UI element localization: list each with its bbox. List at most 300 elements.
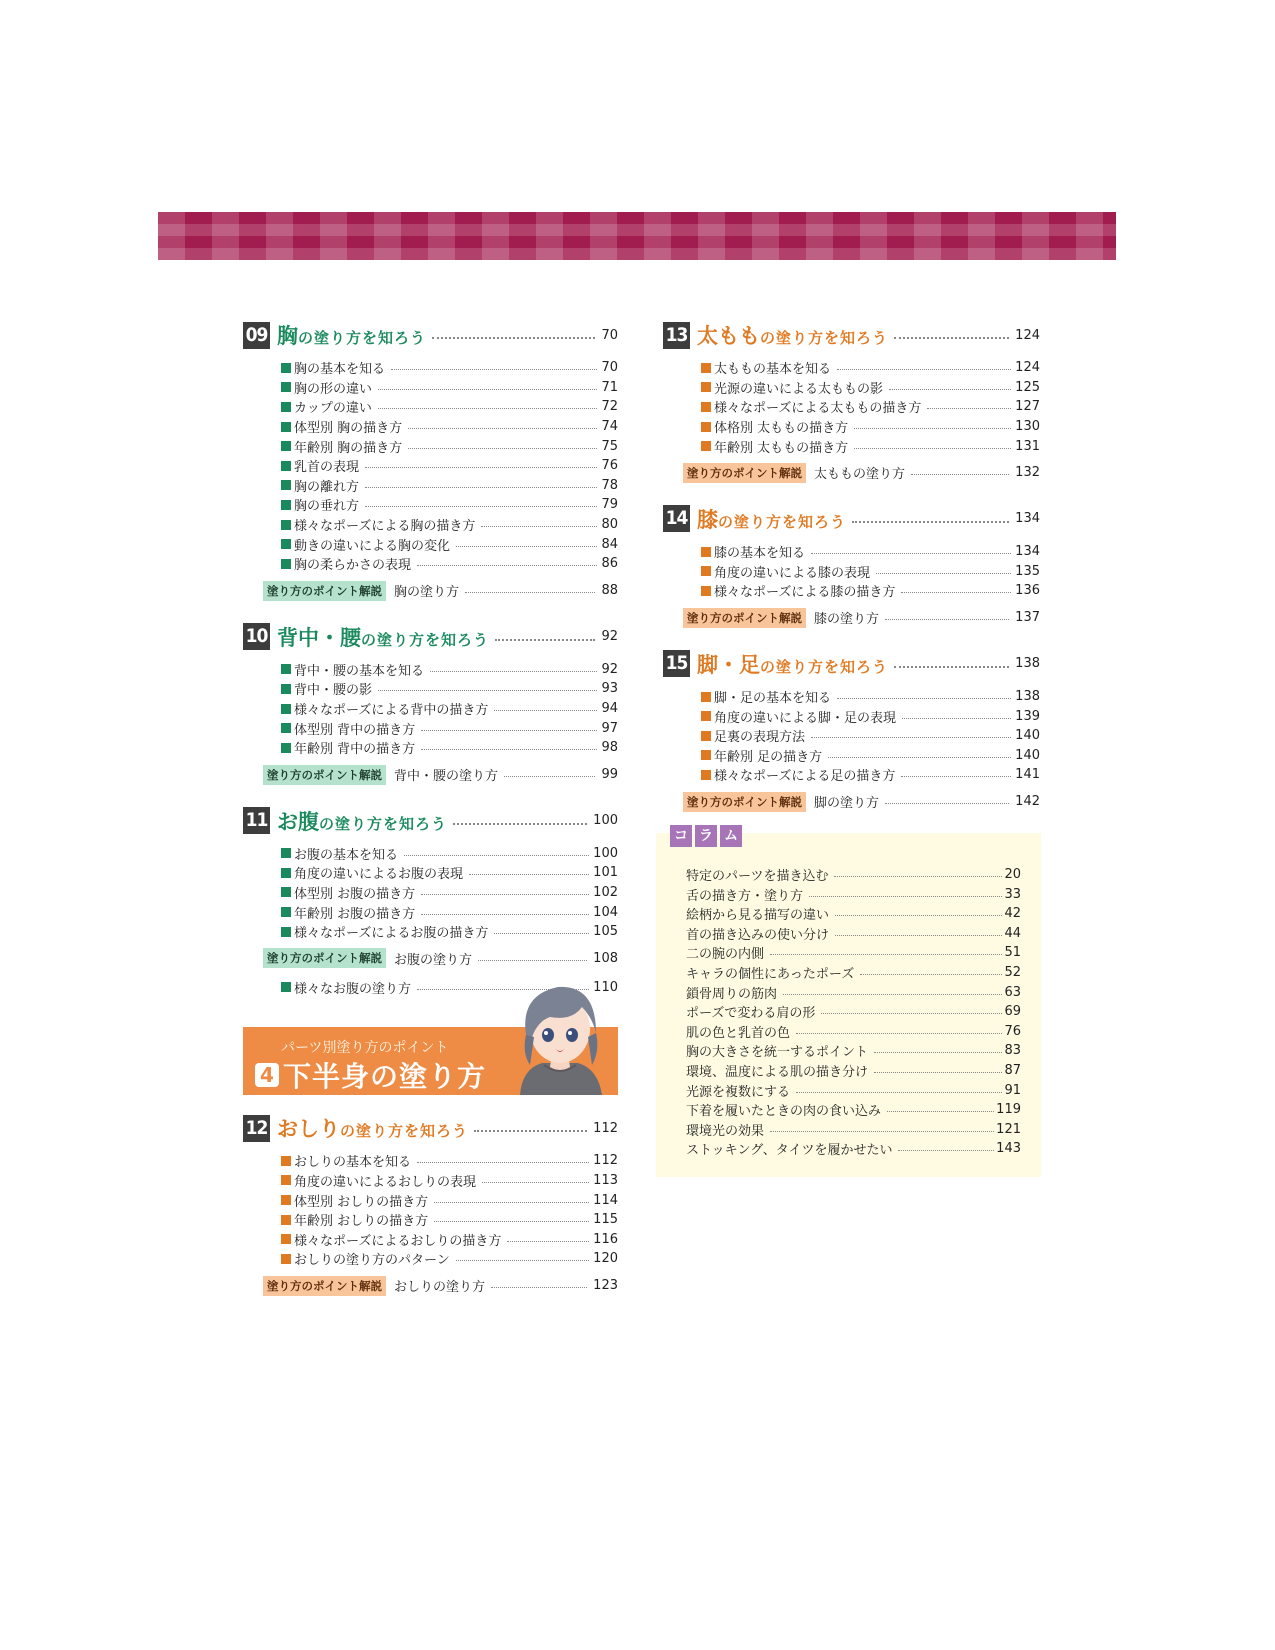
section-subtitle: パーツ別塗り方のポイント — [281, 1040, 449, 1057]
dot-leader — [408, 428, 597, 429]
dot-leader — [927, 408, 1011, 409]
square-bullet-icon — [281, 539, 291, 549]
toc-item-page: 140 — [1015, 747, 1040, 763]
column-item — [686, 1100, 1021, 1120]
square-bullet-icon — [281, 559, 291, 569]
column-item — [686, 1139, 1021, 1159]
toc-item-page: 135 — [1015, 563, 1040, 579]
dot-leader — [481, 526, 597, 527]
toc-item-title: 様々なポーズによる背中の描き方 — [294, 703, 489, 719]
dot-leader — [901, 776, 1011, 777]
header-checkered-banner — [158, 212, 1116, 260]
toc-item-page: 114 — [593, 1192, 618, 1208]
column-label-char: コ — [670, 825, 692, 847]
painting-point-badge: 塗り方のポイント解説 — [263, 581, 386, 601]
dot-leader — [783, 994, 1002, 995]
toc-column-left — [243, 320, 618, 1317]
square-bullet-icon — [281, 1156, 291, 1166]
column-item-page: 87 — [1004, 1062, 1021, 1078]
square-bullet-icon — [701, 711, 711, 721]
column-item — [686, 982, 1021, 1002]
column-item-title: ポーズで変わる肩の形 — [686, 1006, 816, 1022]
toc-item-page: 102 — [593, 884, 618, 900]
dot-leader — [885, 803, 1009, 804]
toc-item — [281, 660, 618, 680]
column-item-page: 52 — [1004, 964, 1021, 980]
toc-item-title: 膝の基本を知る — [714, 546, 806, 562]
chapter-title — [277, 320, 426, 350]
column-item — [686, 1021, 1021, 1041]
chapter-title-main: お腹 — [277, 809, 319, 834]
toc-item-title: 光源の違いによる太ももの影 — [714, 381, 884, 397]
chapter-number: 10 — [243, 623, 270, 650]
toc-item-title: 様々なポーズによるおしりの描き方 — [294, 1233, 502, 1249]
toc-item-title: おしりの基本を知る — [294, 1155, 412, 1171]
chapter-title-suffix: の塗り方を知ろう — [319, 814, 448, 833]
dot-leader — [378, 690, 597, 691]
dot-leader — [811, 737, 1011, 738]
column-item-page: 83 — [1004, 1043, 1021, 1059]
toc-item-page: 92 — [601, 661, 618, 677]
painting-point-page: 99 — [601, 767, 618, 782]
toc-item-title: 様々なポーズによる足の描き方 — [714, 769, 896, 785]
dot-leader — [874, 1052, 1002, 1053]
column-item-title: 首の描き込みの使い分け — [686, 927, 830, 943]
dot-leader — [835, 935, 1002, 936]
dot-leader — [378, 408, 598, 409]
left-chapter-list-after-section — [243, 1113, 618, 1297]
toc-item-title: 角度の違いによるおしりの表現 — [294, 1174, 477, 1190]
anime-girl-illustration — [512, 977, 608, 1095]
toc-item-page: 97 — [601, 720, 618, 736]
section-number: 4 — [255, 1063, 279, 1087]
chapter-title — [277, 1113, 468, 1143]
column-item-page: 20 — [1004, 867, 1021, 883]
toc-item-page: 84 — [601, 536, 618, 552]
toc-item-page: 141 — [1015, 767, 1040, 783]
toc-item-list — [243, 844, 618, 942]
painting-point-title: おしりの塗り方 — [394, 1280, 486, 1296]
dot-leader — [421, 749, 597, 750]
toc-item-page: 75 — [601, 438, 618, 454]
painting-point-title: 太ももの塗り方 — [814, 467, 906, 483]
column-box — [656, 827, 1041, 1177]
painting-point-title: 膝の塗り方 — [814, 612, 880, 628]
chapter-heading — [243, 806, 618, 836]
toc-item-page: 139 — [1015, 708, 1040, 724]
column-item-page: 63 — [1004, 984, 1021, 1000]
painting-point-entry — [243, 1275, 618, 1297]
toc-item-list — [243, 1151, 618, 1269]
toc-item-page: 70 — [601, 360, 618, 376]
toc-item-title: 年齢別 おしりの描き方 — [294, 1214, 429, 1230]
dot-leader — [417, 565, 597, 566]
toc-item — [281, 515, 618, 535]
toc-item-title: 年齢別 背中の描き方 — [294, 742, 416, 758]
dot-leader — [809, 896, 1002, 897]
chapter-page-number: 138 — [1015, 656, 1040, 672]
toc-item-page: 138 — [1015, 689, 1040, 705]
square-bullet-icon — [281, 402, 291, 412]
toc-item-page: 115 — [593, 1212, 618, 1228]
dot-leader — [889, 389, 1011, 390]
dot-leader — [495, 639, 595, 641]
column-item — [686, 904, 1021, 924]
toc-item — [281, 1249, 618, 1269]
toc-item — [701, 562, 1040, 582]
dot-leader — [507, 1241, 589, 1242]
chapter-title-suffix: の塗り方を知ろう — [298, 329, 427, 347]
column-item — [686, 924, 1021, 944]
dot-leader — [432, 337, 595, 339]
dot-leader — [854, 448, 1011, 449]
dot-leader — [894, 666, 1009, 668]
toc-item-page: 113 — [593, 1172, 618, 1188]
toc-item-title: 胸の離れ方 — [294, 479, 360, 495]
toc-item-page: 136 — [1015, 583, 1040, 599]
chapter — [663, 504, 1040, 629]
toc-item — [701, 542, 1040, 562]
column-label-char: ラ — [695, 825, 717, 847]
chapter-title — [697, 504, 846, 534]
dot-leader — [408, 448, 597, 449]
dot-leader — [453, 823, 587, 825]
dot-leader — [494, 710, 597, 711]
toc-item — [281, 902, 618, 922]
chapter — [663, 649, 1040, 813]
painting-point-entry — [243, 580, 618, 602]
column-item-page: 91 — [1004, 1082, 1021, 1098]
toc-item-title: 足裏の表現方法 — [714, 730, 806, 746]
chapter-title-main: 胸 — [277, 324, 298, 348]
toc-item-title: 胸の柔らかさの表現 — [294, 558, 412, 574]
column-item-title: ストッキング、タイツを履かせたい — [686, 1143, 893, 1159]
toc-item-title: 角度の違いによる脚・足の表現 — [714, 710, 897, 726]
chapter — [663, 320, 1040, 484]
dot-leader — [391, 369, 597, 370]
square-bullet-icon — [701, 547, 711, 557]
toc-item-page: 124 — [1015, 360, 1040, 376]
chapter-heading — [243, 622, 618, 652]
chapter-title — [277, 806, 447, 836]
section-title: 下半身の塗り方 — [283, 1060, 487, 1094]
toc-item — [281, 495, 618, 515]
toc-item-title: 年齢別 足の描き方 — [714, 749, 823, 765]
toc-item-title: おしりの塗り方のパターン — [294, 1253, 450, 1269]
column-item — [686, 1080, 1021, 1100]
chapter-number: 14 — [663, 505, 690, 532]
toc-item-page: 72 — [601, 399, 618, 415]
chapter-heading — [663, 504, 1040, 534]
toc-item-page: 71 — [601, 379, 618, 395]
toc-item — [281, 1171, 618, 1191]
square-bullet-icon — [281, 1175, 291, 1185]
toc-item — [281, 456, 618, 476]
square-bullet-icon — [701, 441, 711, 451]
toc-item-page: 98 — [601, 740, 618, 756]
dot-leader — [796, 1092, 1002, 1093]
chapter-page-number: 92 — [601, 629, 618, 645]
dot-leader — [828, 757, 1011, 758]
dot-leader — [491, 1287, 587, 1288]
dot-leader — [404, 855, 589, 856]
square-bullet-icon — [281, 887, 291, 897]
painting-point-entry — [243, 764, 618, 786]
painting-point-page: 88 — [601, 583, 618, 599]
dot-leader — [465, 592, 595, 593]
toc-item-page: 105 — [593, 924, 618, 940]
column-item — [686, 1041, 1021, 1061]
toc-item-page: 131 — [1015, 438, 1040, 454]
toc-item — [701, 436, 1040, 456]
chapter-title — [277, 622, 489, 652]
chapter-title-main: 背中・腰 — [277, 625, 361, 650]
toc-item-title: 体型別 お腹の描き方 — [294, 886, 416, 902]
column-item-title: 肌の色と乳首の色 — [686, 1025, 791, 1041]
column-item-title: 二の腕の内側 — [686, 947, 765, 963]
dot-leader — [796, 1033, 1002, 1034]
painting-point-badge: 塗り方のポイント解説 — [263, 765, 386, 785]
toc-item — [281, 417, 618, 437]
toc-item — [281, 554, 618, 574]
toc-item-title: 年齢別 お腹の描き方 — [294, 906, 416, 922]
toc-item-page: 78 — [601, 477, 618, 493]
toc-item — [701, 397, 1040, 417]
square-bullet-icon — [281, 848, 291, 858]
toc-item-page: 80 — [601, 517, 618, 533]
toc-item-page: 76 — [601, 458, 618, 474]
dot-leader — [898, 1150, 994, 1151]
column-item-title: 胸の大きさを統一するポイント — [686, 1045, 869, 1061]
square-bullet-icon — [281, 382, 291, 392]
chapter-title-suffix: の塗り方を知ろう — [718, 512, 847, 531]
toc-item — [701, 746, 1040, 766]
chapter-title-main: 太もも — [697, 324, 760, 348]
toc-item — [701, 765, 1040, 785]
dot-leader — [860, 974, 1002, 975]
painting-point-title: 脚の塗り方 — [814, 796, 880, 812]
toc-item-page: 110 — [593, 979, 618, 995]
square-bullet-icon — [701, 363, 711, 373]
square-bullet-icon — [281, 520, 291, 530]
column-item — [686, 963, 1021, 983]
square-bullet-icon — [281, 1254, 291, 1264]
dot-leader — [430, 671, 597, 672]
square-bullet-icon — [281, 441, 291, 451]
chapter-page-number: 124 — [1015, 327, 1040, 343]
toc-item-page: 120 — [593, 1251, 618, 1267]
column-item-title: 鎖骨周りの筋肉 — [686, 986, 778, 1002]
column-item-page: 42 — [1004, 906, 1021, 922]
dot-leader — [887, 1111, 994, 1112]
dot-leader — [421, 894, 589, 895]
square-bullet-icon — [281, 1234, 291, 1244]
toc-item — [281, 922, 618, 942]
dot-leader — [434, 1202, 589, 1203]
toc-item-title: お腹の基本を知る — [294, 847, 399, 863]
painting-point-title: 胸の塗り方 — [394, 585, 460, 601]
dot-leader — [482, 1182, 589, 1183]
toc-item-title: 胸の垂れ方 — [294, 499, 360, 515]
toc-item — [281, 699, 618, 719]
toc-item — [281, 436, 618, 456]
column-item-page: 76 — [1004, 1023, 1021, 1039]
chapter-number: 11 — [243, 807, 270, 834]
painting-point-badge: 塗り方のポイント解説 — [683, 608, 806, 628]
square-bullet-icon — [281, 704, 291, 714]
chapter-heading — [663, 320, 1040, 350]
square-bullet-icon — [281, 422, 291, 432]
column-item — [686, 884, 1021, 904]
square-bullet-icon — [281, 743, 291, 753]
toc-item-title: 胸の基本を知る — [294, 362, 386, 378]
dot-leader — [365, 506, 597, 507]
square-bullet-icon — [281, 1195, 291, 1205]
toc-item — [281, 844, 618, 864]
toc-item-list — [243, 358, 618, 574]
dot-leader — [901, 592, 1011, 593]
chapter-page-number: 134 — [1015, 511, 1040, 527]
chapter-page-number: 112 — [593, 1120, 618, 1136]
toc-column-right — [663, 320, 1040, 1177]
toc-item-title: 体型別 胸の描き方 — [294, 421, 403, 437]
toc-item — [281, 378, 618, 398]
dot-leader — [365, 467, 597, 468]
toc-item-title: 体型別 おしりの描き方 — [294, 1194, 429, 1210]
square-bullet-icon — [701, 770, 711, 780]
chapter-heading — [663, 649, 1040, 679]
column-item-page: 143 — [996, 1141, 1021, 1157]
painting-point-entry — [663, 791, 1040, 813]
toc-item — [701, 687, 1040, 707]
toc-item-title: 体格別 太ももの描き方 — [714, 421, 849, 437]
dot-leader — [885, 619, 1009, 620]
toc-item-title: 太ももの基本を知る — [714, 362, 832, 378]
column-item-list — [686, 865, 1021, 1159]
column-item-title: 環境、温度による肌の描き分け — [686, 1064, 869, 1080]
dot-leader — [911, 474, 1009, 475]
toc-item — [281, 863, 618, 883]
section-heading — [255, 1055, 486, 1095]
toc-item — [701, 726, 1040, 746]
painting-point-page: 142 — [1015, 794, 1040, 810]
column-item-page: 119 — [996, 1102, 1021, 1118]
dot-leader — [837, 369, 1011, 370]
toc-item-title: 様々なお腹の塗り方 — [294, 981, 412, 997]
painting-point-badge: 塗り方のポイント解説 — [263, 948, 386, 968]
painting-point-badge: 塗り方のポイント解説 — [263, 1276, 386, 1296]
toc-item-page: 93 — [601, 681, 618, 697]
toc-item — [281, 883, 618, 903]
dot-leader — [378, 389, 597, 390]
painting-point-entry — [243, 947, 618, 969]
toc-item-page: 101 — [593, 865, 618, 881]
column-item-title: 環境光の効果 — [686, 1123, 765, 1139]
toc-item — [281, 1190, 618, 1210]
toc-item-page: 116 — [593, 1231, 618, 1247]
toc-item-title: 年齢別 太ももの描き方 — [714, 440, 849, 456]
dot-leader — [421, 730, 597, 731]
square-bullet-icon — [281, 927, 291, 937]
chapter-heading — [243, 320, 618, 350]
dot-leader — [504, 776, 595, 777]
toc-item-title: カップの違い — [294, 401, 372, 417]
column-item — [686, 1119, 1021, 1139]
toc-item-list — [663, 687, 1040, 785]
square-bullet-icon — [701, 586, 711, 596]
toc-item-page: 104 — [593, 904, 618, 920]
dot-leader — [835, 915, 1002, 916]
toc-item-title: 様々なポーズによるお腹の描き方 — [294, 926, 489, 942]
toc-item-title: 様々なポーズによる膝の描き方 — [714, 585, 896, 601]
painting-point-badge: 塗り方のポイント解説 — [683, 792, 806, 812]
toc-item-title: 角度の違いによる膝の表現 — [714, 565, 871, 581]
dot-leader — [770, 954, 1002, 955]
toc-item-page: 112 — [593, 1153, 618, 1169]
dot-leader — [811, 553, 1011, 554]
square-bullet-icon — [281, 982, 291, 992]
square-bullet-icon — [281, 868, 291, 878]
chapter-title-suffix: の塗り方を知ろう — [760, 657, 889, 676]
dot-leader — [365, 487, 597, 488]
dot-leader — [494, 933, 589, 934]
square-bullet-icon — [281, 461, 291, 471]
square-bullet-icon — [701, 402, 711, 412]
toc-item-page: 125 — [1015, 379, 1040, 395]
toc-item-title: 体型別 背中の描き方 — [294, 722, 416, 738]
toc-item-title: 様々なポーズによる胸の描き方 — [294, 519, 476, 535]
toc-item — [281, 1151, 618, 1171]
dot-leader — [456, 1260, 589, 1261]
chapter — [243, 320, 618, 602]
toc-item — [281, 679, 618, 699]
painting-point-entry — [663, 607, 1040, 629]
toc-item — [701, 358, 1040, 378]
chapter-number: 13 — [663, 322, 690, 349]
square-bullet-icon — [281, 480, 291, 490]
chapter-title-suffix: の塗り方を知ろう — [760, 329, 889, 347]
painting-point-title: お腹の塗り方 — [394, 952, 473, 968]
chapter-title-suffix: の塗り方を知ろう — [340, 1122, 469, 1141]
toc-item-title: 背中・腰の影 — [294, 683, 373, 699]
toc-item-title: 乳首の表現 — [294, 460, 360, 476]
chapter-title-suffix: の塗り方を知ろう — [361, 630, 490, 649]
painting-point-page: 132 — [1015, 465, 1040, 481]
column-item-title: キャラの個性にあったポーズ — [686, 966, 855, 982]
toc-item-title: 角度の違いによるお腹の表現 — [294, 867, 464, 883]
chapter-heading — [243, 1113, 618, 1143]
dot-leader — [902, 718, 1011, 719]
toc-item-page: 79 — [601, 497, 618, 513]
toc-item — [281, 397, 618, 417]
column-item-page: 44 — [1004, 925, 1021, 941]
column-item-title: 光源を複数にする — [686, 1084, 791, 1100]
section-banner — [243, 1027, 618, 1095]
toc-item — [281, 738, 618, 758]
square-bullet-icon — [701, 566, 711, 576]
square-bullet-icon — [281, 363, 291, 373]
toc-item-title: 動きの違いによる胸の変化 — [294, 538, 451, 554]
column-item — [686, 943, 1021, 963]
column-item-title: 下着を履いたときの肉の食い込み — [686, 1104, 882, 1120]
toc-item-title: 胸の形の違い — [294, 381, 373, 397]
toc-item-title: 様々なポーズによる太ももの描き方 — [714, 401, 922, 417]
toc-item — [281, 1210, 618, 1230]
painting-point-title: 背中・腰の塗り方 — [394, 769, 499, 784]
toc-item-page: 140 — [1015, 728, 1040, 744]
painting-point-page: 137 — [1015, 610, 1040, 626]
square-bullet-icon — [701, 382, 711, 392]
